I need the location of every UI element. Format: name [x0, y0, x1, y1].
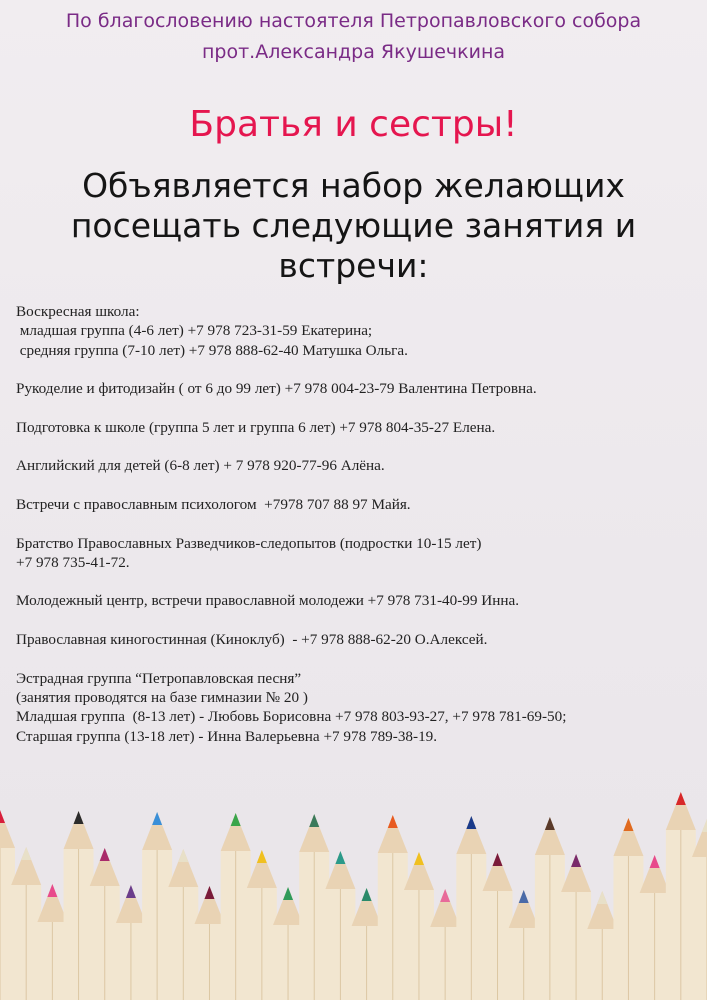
pencil — [352, 888, 382, 1000]
activity-line: Английский для детей (6-8 лет) + 7 978 920-77-96 Алёна. — [16, 457, 385, 475]
pencil — [194, 886, 224, 1000]
pencil — [456, 816, 486, 1000]
activity-section — [16, 591, 696, 610]
activity-section — [16, 495, 696, 514]
activity-line: Эстрадная группа “Петропавловская песня” — [16, 669, 302, 687]
pencil — [613, 818, 643, 1000]
activity-line: Старшая группа (13-18 лет) - Инна Валерьевна +7 978 789-38-19. — [16, 727, 438, 745]
pencil — [37, 884, 67, 1000]
blessing-line-1: По благословению настоятеля Петропавловского собора — [65, 10, 642, 32]
activity-section — [16, 630, 696, 649]
activity-line: Подготовка к школе (группа 5 лет и группа 6 лет) +7 978 804-35-27 Елена. — [16, 418, 496, 436]
activity-section — [16, 456, 696, 475]
pencil — [221, 813, 251, 1000]
pencil — [11, 847, 41, 1000]
activity-section — [16, 418, 696, 437]
announcement-line-2: посещать следующие занятия и — [70, 206, 637, 245]
activity-line: Молодежный центр, встречи православной молодежи +7 978 731-40-99 Инна. — [16, 592, 520, 610]
pencil — [666, 792, 696, 1000]
pencil — [535, 817, 565, 1000]
activity-line: Встречи с православным психологом +7978 707 88 97 Майя. — [16, 495, 411, 513]
activity-line: +7 978 735-41-72. — [16, 553, 130, 571]
pencil — [509, 890, 539, 1000]
activity-section — [16, 302, 696, 360]
pencil — [404, 852, 434, 1000]
activity-line: средняя группа (7-10 лет) +7 978 888-62-40 Матушка Ольга. — [16, 341, 408, 359]
pencil — [640, 855, 670, 1000]
pencil — [273, 887, 303, 1000]
activity-line: Воскресная школа: — [16, 303, 140, 320]
pencil — [64, 811, 94, 1000]
greeting-title: Братья и сестры! — [189, 104, 518, 145]
pencil — [90, 848, 120, 1000]
activity-section — [16, 379, 696, 398]
pencil — [483, 853, 513, 1000]
activity-line: Братство Православных Разведчиков-следопытов (подростки 10-15 лет) — [16, 534, 482, 552]
activity-line: Православная киногостинная (Киноклуб) - +7 978 888-62-20 О.Алексей. — [16, 631, 488, 649]
announcement-line-1: Объявляется набор желающих — [82, 166, 625, 205]
blessing-line-2: прот.Александра Якушечкина — [201, 41, 506, 63]
pencil — [116, 885, 146, 1000]
activity-line: Младшая группа (8-13 лет) - Любовь Борисовна +7 978 803-93-27, +7 978 781-69-50; — [16, 708, 567, 726]
pencil — [325, 851, 355, 1000]
pencil — [430, 889, 460, 1000]
pencil — [587, 891, 617, 1000]
pencil — [168, 849, 198, 1000]
pencil — [299, 814, 329, 1000]
pencils-illustration — [0, 690, 707, 1000]
blessing-header — [0, 6, 707, 68]
announcement-heading — [0, 166, 707, 286]
pencil — [247, 850, 277, 1000]
activity-section — [16, 534, 696, 573]
activity-line: Рукоделие и фитодизайн ( от 6 до 99 лет) +7 978 004-23-79 Валентина Петровна. — [16, 380, 537, 398]
announcement-line-3: встречи: — [278, 246, 429, 285]
pencil — [561, 854, 591, 1000]
pencil — [142, 812, 172, 1000]
pencil — [378, 815, 408, 1000]
activity-line: младшая группа (4-6 лет) +7 978 723-31-59 Екатерина; — [16, 322, 373, 340]
activity-line: (занятия проводятся на базе гимназии № 20 ) — [16, 688, 308, 706]
